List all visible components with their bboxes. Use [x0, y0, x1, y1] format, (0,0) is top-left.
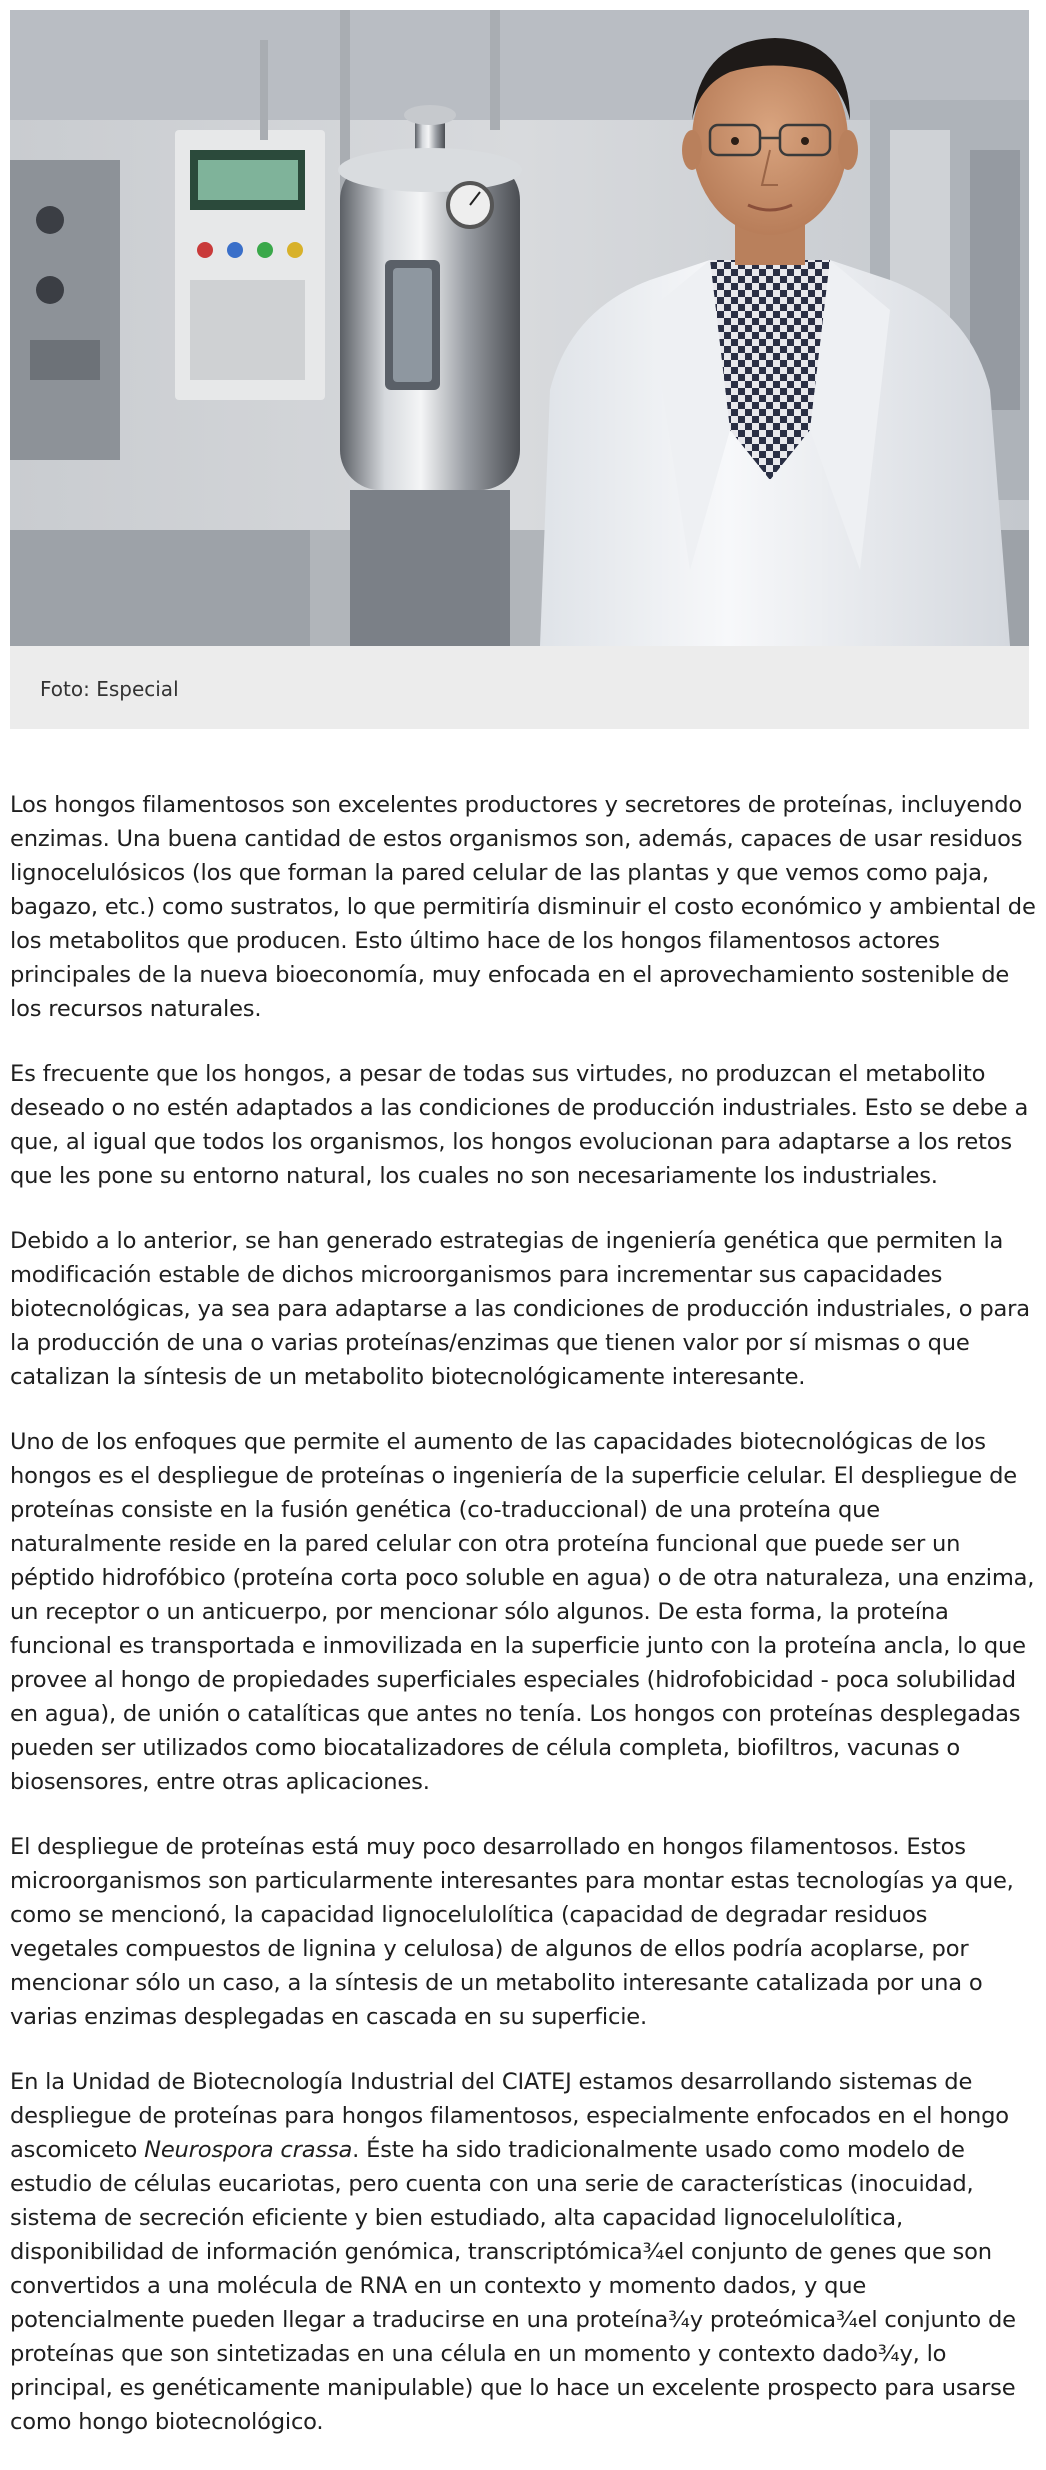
species-name: Neurospora crassa — [144, 2137, 353, 2163]
photo-caption: Foto: Especial — [40, 677, 179, 701]
paragraph-text: . Éste ha sido tradicionalmente usado como modelo de estudio de células eucariotas, pero cuenta con una serie de características (inocuidad, sistema de secreción eficiente y bien estudiado, alta capacidad lignocelulolítica, disponibilidad de información genómica, transcriptómica¾el conjunto de genes que son convertidos a una molécula de RNA en un contexto y momento dados, y que potencialmente pueden llegar a traducirse en una proteína¾y proteómica¾el conjunto de proteínas que son sintetizadas en una célula en un momento y contexto dado¾y, lo principal, es genéticamente manipulable) que lo hace un excelente prospecto para usarse como hongo biotecnológico. — [10, 2137, 1016, 2435]
article-paragraph: Debido a lo anterior, se han generado estrategias de ingeniería genética que permiten la modificación estable de dichos microorganismos para incrementar sus capacidades biotecnológicas, ya sea para adaptarse a las condiciones de producción industriales, o para la producción de una o varias proteínas/enzimas que tienen valor por sí mismas o que catalizan la síntesis de un metabolito biotecnológicamente interesante. — [10, 1228, 1030, 1390]
article-body — [10, 788, 1036, 2470]
article-figure — [10, 10, 1029, 729]
article-paragraph: Es frecuente que los hongos, a pesar de todas sus virtudes, no produzcan el metabolito deseado o no estén adaptados a las condiciones de producción industriales. Esto se debe a que, al igual que todos los organismos, los hongos evolucionan para adaptarse a los retos que les pone su entorno natural, los cuales no son necesariamente los industriales. — [10, 1061, 1029, 1189]
article-paragraph: Los hongos filamentosos son excelentes productores y secretores de proteínas, incluyendo enzimas. Una buena cantidad de estos organismos son, además, capaces de usar residuos lignocelulósicos (los que forman la pared celular de las plantas y que vemos como paja, bagazo, etc.) como sustratos, lo que permitiría disminuir el costo económico y ambiental de los metabolitos que producen. Esto último hace de los hongos filamentosos actores principales de la nueva bioeconomía, muy enfocada en el aprovechamiento sostenible de los recursos naturales. — [10, 792, 1036, 1022]
article-paragraph: El despliegue de proteínas está muy poco desarrollado en hongos filamentosos. Estos microorganismos son particularmente interesantes para montar estas tecnologías ya que, como se mencionó, la capacidad lignocelulolítica (capacidad de degradar residuos vegetales compuestos de lignina y celulosa) de algunos de ellos podría acoplarse, por mencionar sólo un caso, a la síntesis de un metabolito interesante catalizada por una o varias enzimas desplegadas en cascada en su superficie. — [10, 1834, 1014, 2030]
scientist-bioreactor-photo — [10, 10, 1029, 646]
article-paragraph: Uno de los enfoques que permite el aumento de las capacidades biotecnológicas de los hongos es el despliegue de proteínas o ingeniería de la superficie celular. El despliegue de proteínas consiste en la fusión genética (co-traduccional) de una proteína que naturalmente reside en la pared celular con otra proteína funcional que puede ser un péptido hidrofóbico (proteína corta poco soluble en agua) o de otra naturaleza, una enzima, un receptor o un anticuerpo, por mencionar sólo algunos. De esta forma, la proteína funcional es transportada e inmovilizada en la superficie junto con la proteína ancla, lo que provee al hongo de propiedades superficiales especiales (hidrofobicidad - poca solubilidad en agua), de unión o catalíticas que antes no tenía. Los hongos con proteínas desplegadas pueden ser utilizados como biocatalizadores de célula completa, biofiltros, vacunas o biosensores, entre otras aplicaciones. — [10, 1429, 1035, 1795]
article-photo — [10, 10, 1029, 646]
article-paragraph-last — [10, 2065, 1036, 2439]
paragraph-text: En la Unidad de Biotecnología Industrial del CIATEJ estamos desarrollando sistemas de despliegue de proteínas para hongos filamentosos, especialmente enfocados en el hongo ascomiceto — [10, 2069, 1009, 2163]
